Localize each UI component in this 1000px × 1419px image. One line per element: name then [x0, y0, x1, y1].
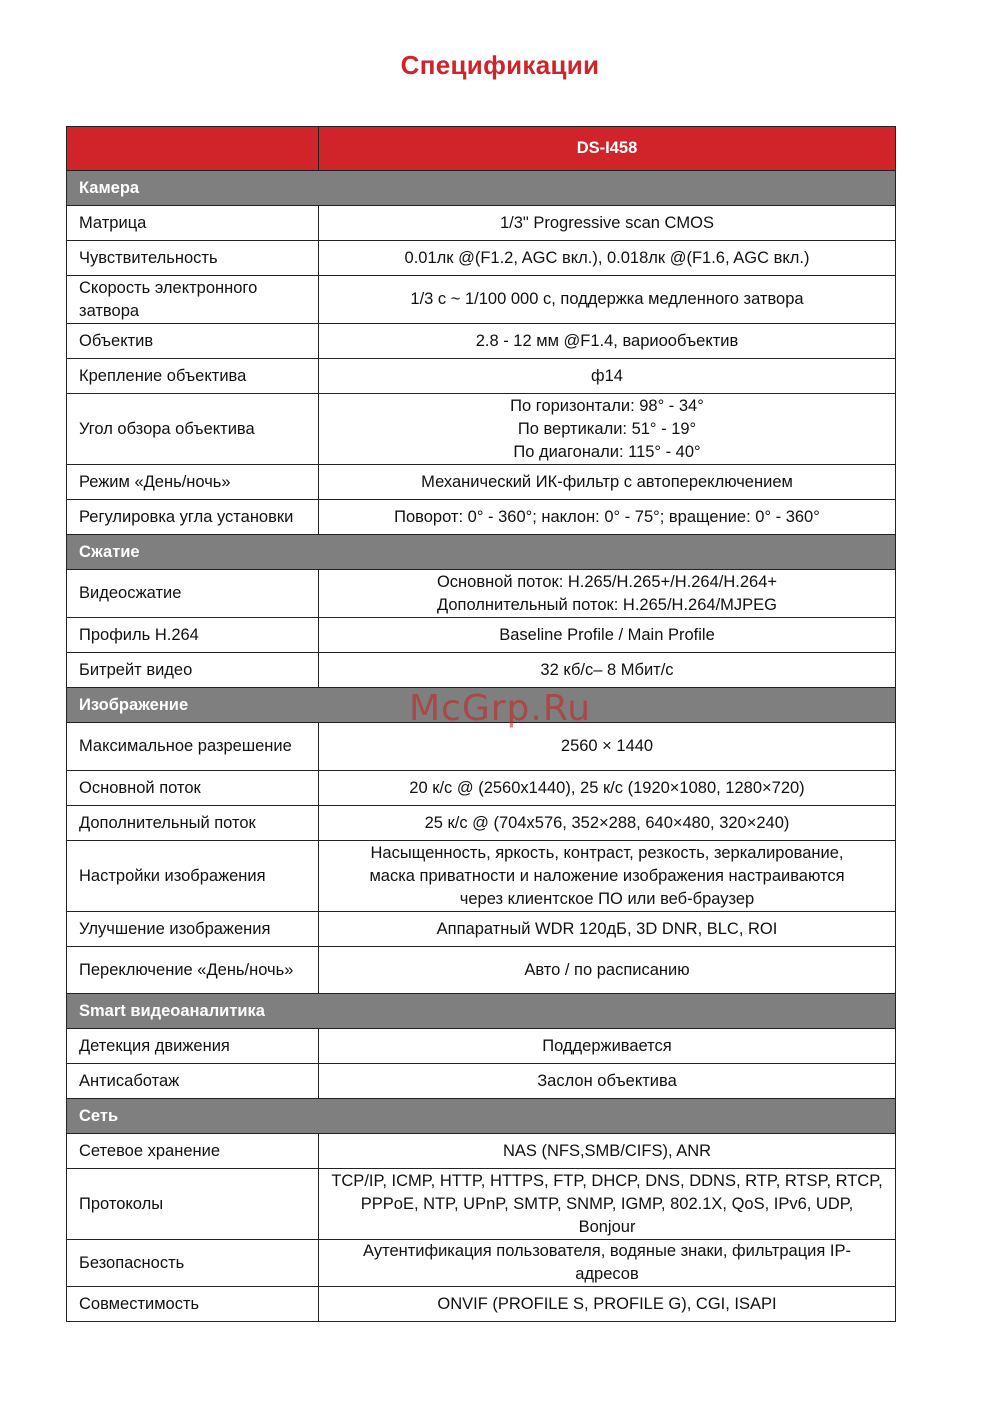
spec-value-line: 2560 × 1440	[560, 737, 654, 755]
table-row	[67, 324, 896, 359]
table-row	[67, 912, 896, 947]
spec-value	[319, 1240, 896, 1287]
spec-value	[319, 324, 896, 359]
table-row	[67, 947, 896, 994]
spec-value	[319, 771, 896, 806]
spec-value	[319, 723, 896, 771]
spec-value-line: Дополнительный поток: H.265/H.264/MJPEG	[437, 595, 777, 614]
spec-value	[319, 1287, 896, 1322]
spec-value-line: ONVIF (PROFILE S, PROFILE G), CGI, ISAPI	[437, 1294, 777, 1313]
spec-value-line: 25 к/с @ (704x576, 352×288, 640×480, 320×240)	[424, 813, 790, 832]
spec-value	[319, 1029, 896, 1064]
spec-value	[319, 1134, 896, 1169]
spec-value-line: PPPoE, NTP, UPnP, SMTP, SNMP, IGMP, 802.1X, QoS, IPv6, UDP,	[360, 1194, 854, 1213]
section-title: Smart видеоаналитика	[67, 994, 896, 1029]
spec-value	[319, 806, 896, 841]
spec-value	[319, 570, 896, 618]
spec-value-line: NAS (NFS,SMB/CIFS), ANR	[502, 1141, 712, 1160]
spec-label: Протоколы	[67, 1169, 319, 1240]
spec-value-line: 2.8 - 12 мм @F1.4, вариообъектив	[475, 331, 739, 350]
spec-label: Битрейт видео	[67, 653, 319, 688]
spec-value-line: По вертикали: 51° - 19°	[517, 419, 697, 438]
table-row	[67, 241, 896, 276]
table-row	[67, 206, 896, 241]
spec-value	[319, 912, 896, 947]
section-header-row	[67, 171, 896, 206]
spec-value-line: Аутентификация пользователя, водяные знаки, фильтрация IP-	[363, 1242, 851, 1260]
spec-label: Режим «День/ночь»	[67, 465, 319, 500]
spec-value	[319, 206, 896, 241]
spec-value-line: Bonjour	[578, 1217, 636, 1236]
spec-value	[319, 359, 896, 394]
spec-value-line: По горизонтали: 98° - 34°	[510, 396, 704, 415]
section-header-row	[67, 994, 896, 1029]
spec-label: Сетевое хранение	[67, 1134, 319, 1169]
spec-label: Скорость электронного затвора	[67, 276, 319, 324]
table-row	[67, 806, 896, 841]
table-row	[67, 500, 896, 535]
header-label-cell	[67, 127, 319, 171]
spec-value-line: Насыщенность, яркость, контраст, резкость, зеркалирование,	[370, 843, 844, 862]
spec-value-line: Поворот: 0° - 360°; наклон: 0° - 75°; вращение: 0° - 360°	[394, 507, 820, 526]
spec-label: Крепление объектива	[67, 359, 319, 394]
table-row	[67, 394, 896, 465]
spec-label: Улучшение изображения	[67, 912, 319, 947]
section-title: Камера	[67, 171, 896, 206]
section-title: Изображение	[67, 688, 896, 723]
section-header-row	[67, 1099, 896, 1134]
table-row	[67, 723, 896, 771]
spec-value-line: Аппаратный WDR 120дБ, 3D DNR, BLC, ROI	[436, 919, 778, 938]
spec-value-line: адресов	[575, 1265, 639, 1283]
spec-label: Объектив	[67, 324, 319, 359]
spec-label: Переключение «День/ночь»	[67, 947, 319, 994]
spec-value-line: TCP/IP, ICMP, HTTP, HTTPS, FTP, DHCP, DNS, DDNS, RTP, RTSP, RTCP,	[331, 1171, 883, 1190]
spec-label: Максимальное разрешение	[67, 723, 319, 771]
spec-value-line: 1/3" Progressive scan CMOS	[499, 213, 715, 232]
spec-label: Антисаботаж	[67, 1064, 319, 1099]
table-header-row	[67, 127, 896, 171]
spec-value-line: Авто / по расписанию	[524, 960, 690, 979]
spec-value	[319, 394, 896, 465]
table-row	[67, 359, 896, 394]
spec-value	[319, 947, 896, 994]
table-row	[67, 1029, 896, 1064]
spec-label: Чувствительность	[67, 241, 319, 276]
spec-value-line: 0.01лк @(F1.2, AGC вкл.), 0.018лк @(F1.6, AGC вкл.)	[404, 248, 810, 267]
spec-label: Видеосжатие	[67, 570, 319, 618]
table-row	[67, 841, 896, 912]
table-row	[67, 1134, 896, 1169]
spec-label: Настройки изображения	[67, 841, 319, 912]
table-row	[67, 465, 896, 500]
table-row	[67, 570, 896, 618]
spec-value	[319, 241, 896, 276]
spec-label: Безопасность	[67, 1240, 319, 1287]
spec-value	[319, 841, 896, 912]
spec-value-line: 1/3 с ~ 1/100 000 с, поддержка медленного затвора	[410, 290, 804, 308]
section-title: Сжатие	[67, 535, 896, 570]
spec-value	[319, 500, 896, 535]
spec-label: Дополнительный поток	[67, 806, 319, 841]
spec-label: Регулировка угла установки	[67, 500, 319, 535]
spec-value	[319, 653, 896, 688]
spec-value	[319, 465, 896, 500]
spec-value-line: маска приватности и наложение изображения настраиваются	[369, 866, 845, 885]
spec-value-line: Baseline Profile / Main Profile	[499, 625, 715, 644]
table-row	[67, 771, 896, 806]
table-row	[67, 1240, 896, 1287]
table-row	[67, 1064, 896, 1099]
watermark-text: McGrp.Ru	[409, 688, 592, 729]
spec-value	[319, 276, 896, 324]
spec-value-line: Основной поток: H.265/H.265+/H.264/H.264+	[436, 572, 778, 591]
spec-value-line: Заслон объектива	[537, 1071, 677, 1090]
spec-label: Угол обзора объектива	[67, 394, 319, 465]
spec-value-line: Поддерживается	[542, 1036, 672, 1055]
spec-value-line: через клиентское ПО или веб-браузер	[459, 889, 755, 908]
spec-value-line: Механический ИК-фильтр с автопереключением	[421, 472, 793, 491]
spec-value	[319, 1169, 896, 1240]
spec-value-line: 20 к/с @ (2560x1440), 25 к/с (1920×1080, 1280×720)	[409, 778, 805, 797]
table-row	[67, 1287, 896, 1322]
spec-value	[319, 618, 896, 653]
section-header-row	[67, 535, 896, 570]
section-title: Сеть	[67, 1099, 896, 1134]
model-name: DS-I458	[319, 127, 896, 171]
spec-label: Основной поток	[67, 771, 319, 806]
spec-label: Матрица	[67, 206, 319, 241]
spec-label: Профиль H.264	[67, 618, 319, 653]
spec-label: Совместимость	[67, 1287, 319, 1322]
table-row	[67, 276, 896, 324]
page-title: Спецификации	[400, 50, 600, 80]
spec-value	[319, 1064, 896, 1099]
table-row	[67, 618, 896, 653]
spec-value-line: 32 кб/с– 8 Мбит/с	[540, 660, 674, 679]
spec-value-line: ф14	[591, 366, 623, 385]
spec-label: Детекция движения	[67, 1029, 319, 1064]
table-row	[67, 1169, 896, 1240]
table-row	[67, 653, 896, 688]
spec-value-line: По диагонали: 115° - 40°	[513, 442, 701, 461]
